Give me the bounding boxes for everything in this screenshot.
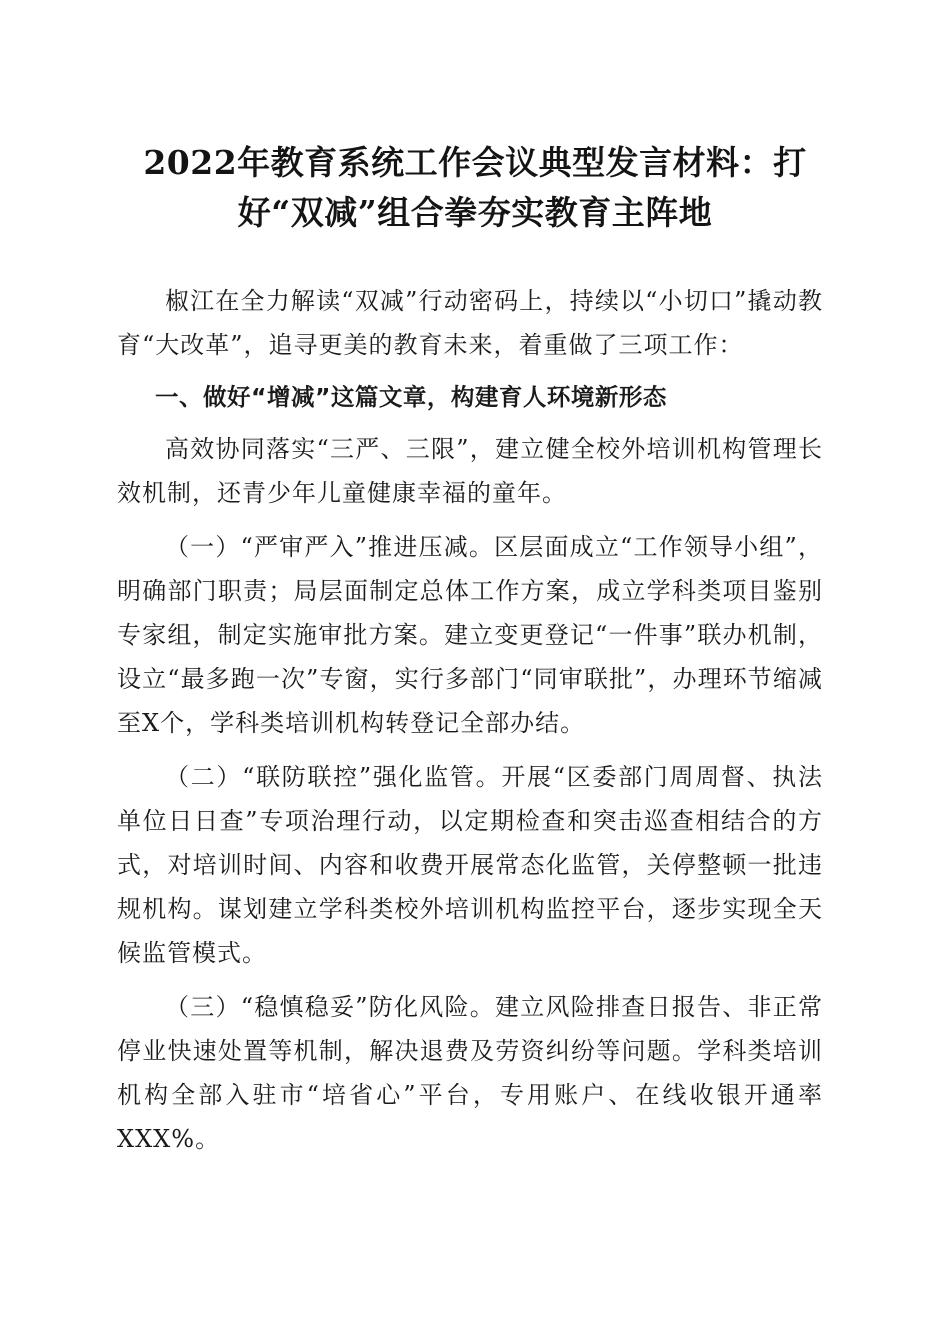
title-line-1: 2022年教育系统工作会议典型发言材料：打 xyxy=(143,143,807,182)
item-1-paragraph: （一）“严审严入”推进压减。区层面成立“工作领导小组”，明确部门职责；局层面制定总体工作方案，成立学科类项目鉴别专家组，制定实施审批方案。建立变更登记“一件事”联办机制，设立“最多跑一次”专窗，实行多部门“同审联批”，办理环节缩减至X个，学科类培训机构转登记全部办结。 xyxy=(117,533,823,737)
section-heading-1: 一、做好“增减”这篇文章，构建育人环境新形态 xyxy=(155,383,667,411)
intro-paragraph: 椒江在全力解读“双减”行动密码上，持续以“小切口”撬动教育“大改革”，追寻更美的教育未来，着重做了三项工作： xyxy=(117,287,823,359)
item-2-paragraph: （二）“联防联控”强化监管。开展“区委部门周周督、执法单位日日查”专项治理行动，以定期检查和突击巡查相结合的方式，对培训时间、内容和收费开展常态化监管，关停整顿一批违规机构。谋划建立学科类校外培训机构监控平台，逐步实现全天候监管模式。 xyxy=(117,763,823,967)
document-body xyxy=(117,279,823,1161)
document-title xyxy=(110,138,840,238)
title-line-2: 好“双减”组合拳夯实教育主阵地 xyxy=(237,193,713,232)
item-3-paragraph: （三）“稳慎稳妥”防化风险。建立风险排查日报告、非正常停业快速处置等机制，解决退费及劳资纠纷等问题。学科类培训机构全部入驻市“培省心”平台，专用账户、在线收银开通率XXX%。 xyxy=(117,993,823,1153)
section-1-intro: 高效协同落实“三严、三限”，建立健全校外培训机构管理长效机制，还青少年儿童健康幸福的童年。 xyxy=(117,435,823,507)
